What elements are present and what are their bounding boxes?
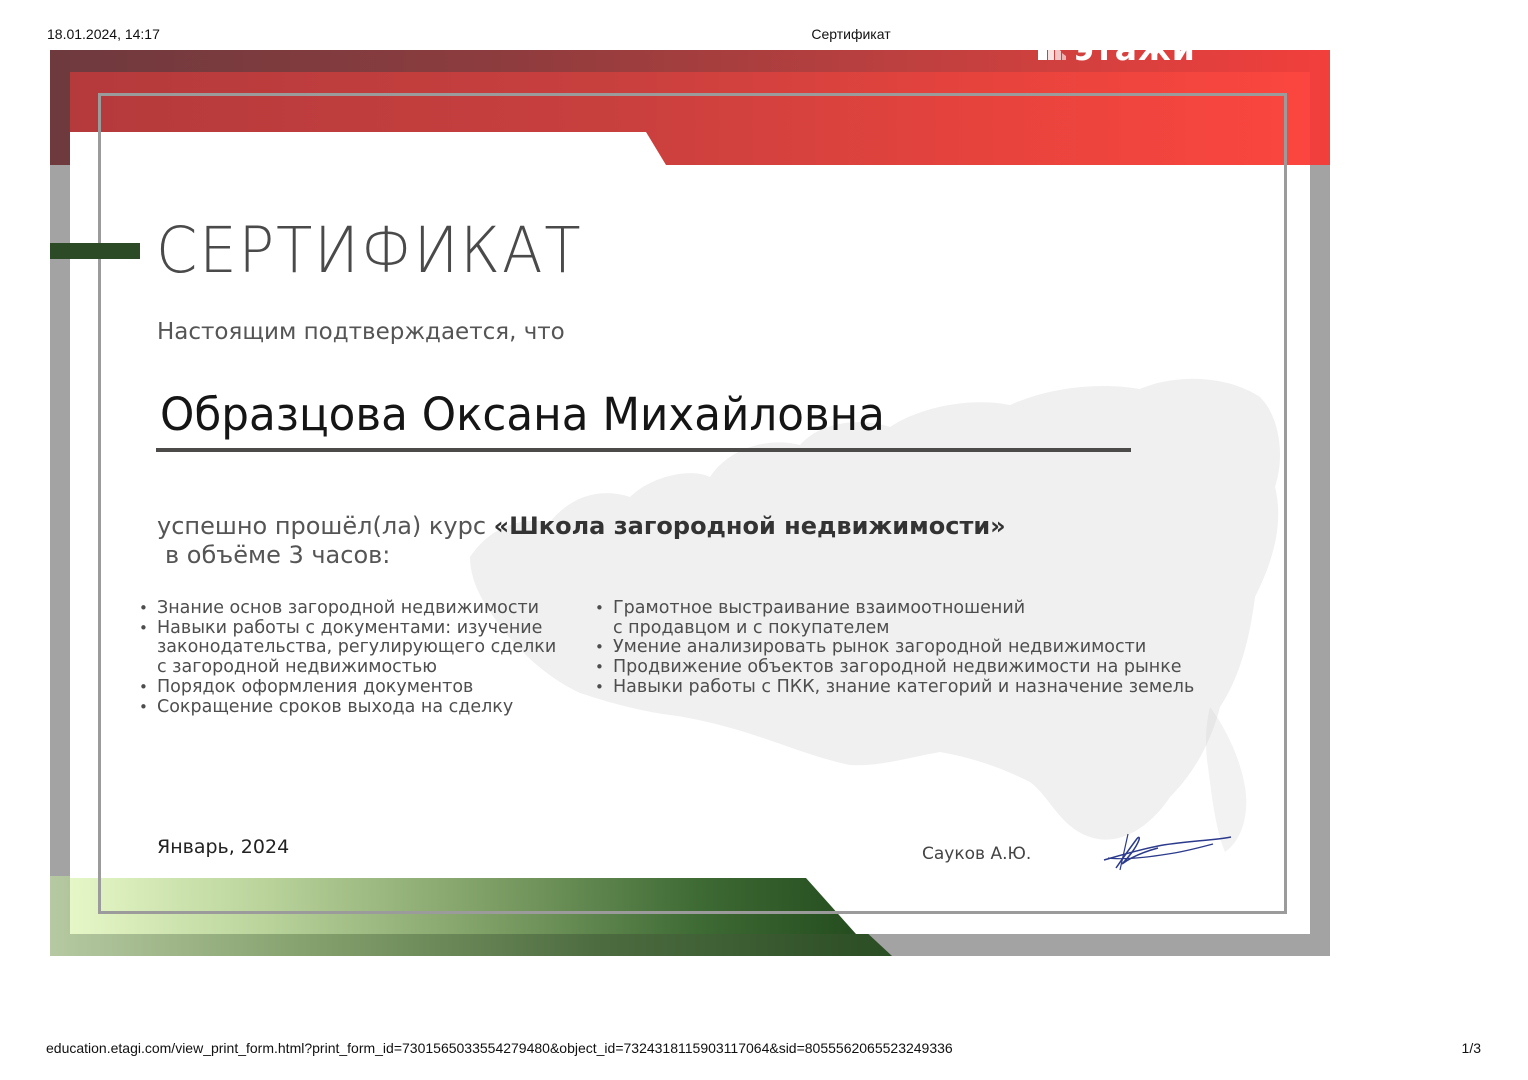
list-item: • Порядок оформления документов xyxy=(139,678,556,698)
course-prefix: успешно прошёл(ла) курс xyxy=(157,512,494,540)
list-item: • Навыки работы с документами: изучение xyxy=(139,619,556,639)
print-title: Сертификат xyxy=(811,26,891,42)
list-item: • Продвижение объектов загородной недвижимости на рынке xyxy=(595,658,1194,678)
intro-text: Настоящим подтверждается, что xyxy=(157,319,565,345)
issue-date: Январь, 2024 xyxy=(157,836,290,858)
print-url: education.etagi.com/view_print_form.html?print_form_id=7301565033554279480&object_id=7324318115903117064&sid=8055562065523249336 xyxy=(46,1040,953,1056)
list-item: • Грамотное выстраивание взаимоотношений xyxy=(595,599,1194,619)
course-name: «Школа загородной недвижимости» xyxy=(493,512,1006,540)
list-item: • Навыки работы с ПКК, знание категорий и назначение земель xyxy=(595,678,1194,698)
list-item: • Умение анализировать рынок загородной недвижимости xyxy=(595,638,1194,658)
title-accent-bar xyxy=(50,243,140,259)
list-item: • Сокращение сроков выхода на сделку xyxy=(139,698,556,718)
list-item-continuation: законодательства, регулирующего сделки xyxy=(157,637,557,658)
print-header xyxy=(0,26,1528,46)
signer-name: Сауков А.Ю. xyxy=(922,844,1032,864)
name-underline xyxy=(156,448,1131,452)
print-footer xyxy=(0,1040,1528,1060)
etazhi-logo xyxy=(1038,29,1196,68)
list-item-continuation: с продавцом и с покупателем xyxy=(613,617,890,638)
list-item-continuation: с загородной недвижимостью xyxy=(157,657,438,678)
print-date: 18.01.2024, 14:17 xyxy=(47,26,160,42)
course-hours: в объёме 3 часов: xyxy=(165,541,391,569)
certificate-title: СЕРТИФИКАТ xyxy=(156,214,583,287)
certificate-page xyxy=(70,72,1310,934)
certificate xyxy=(50,50,1330,956)
recipient-name: Образцова Оксана Михайловна xyxy=(160,388,885,441)
logo-text: этажи xyxy=(1074,29,1196,68)
building-icon xyxy=(1038,38,1066,60)
skills-list-left xyxy=(139,599,556,717)
course-line xyxy=(157,511,1006,541)
skills-list-right xyxy=(595,599,1194,698)
list-item: • Знание основ загородной недвижимости xyxy=(139,599,556,619)
signature-image xyxy=(1098,828,1233,872)
page-number: 1/3 xyxy=(1461,1040,1481,1056)
